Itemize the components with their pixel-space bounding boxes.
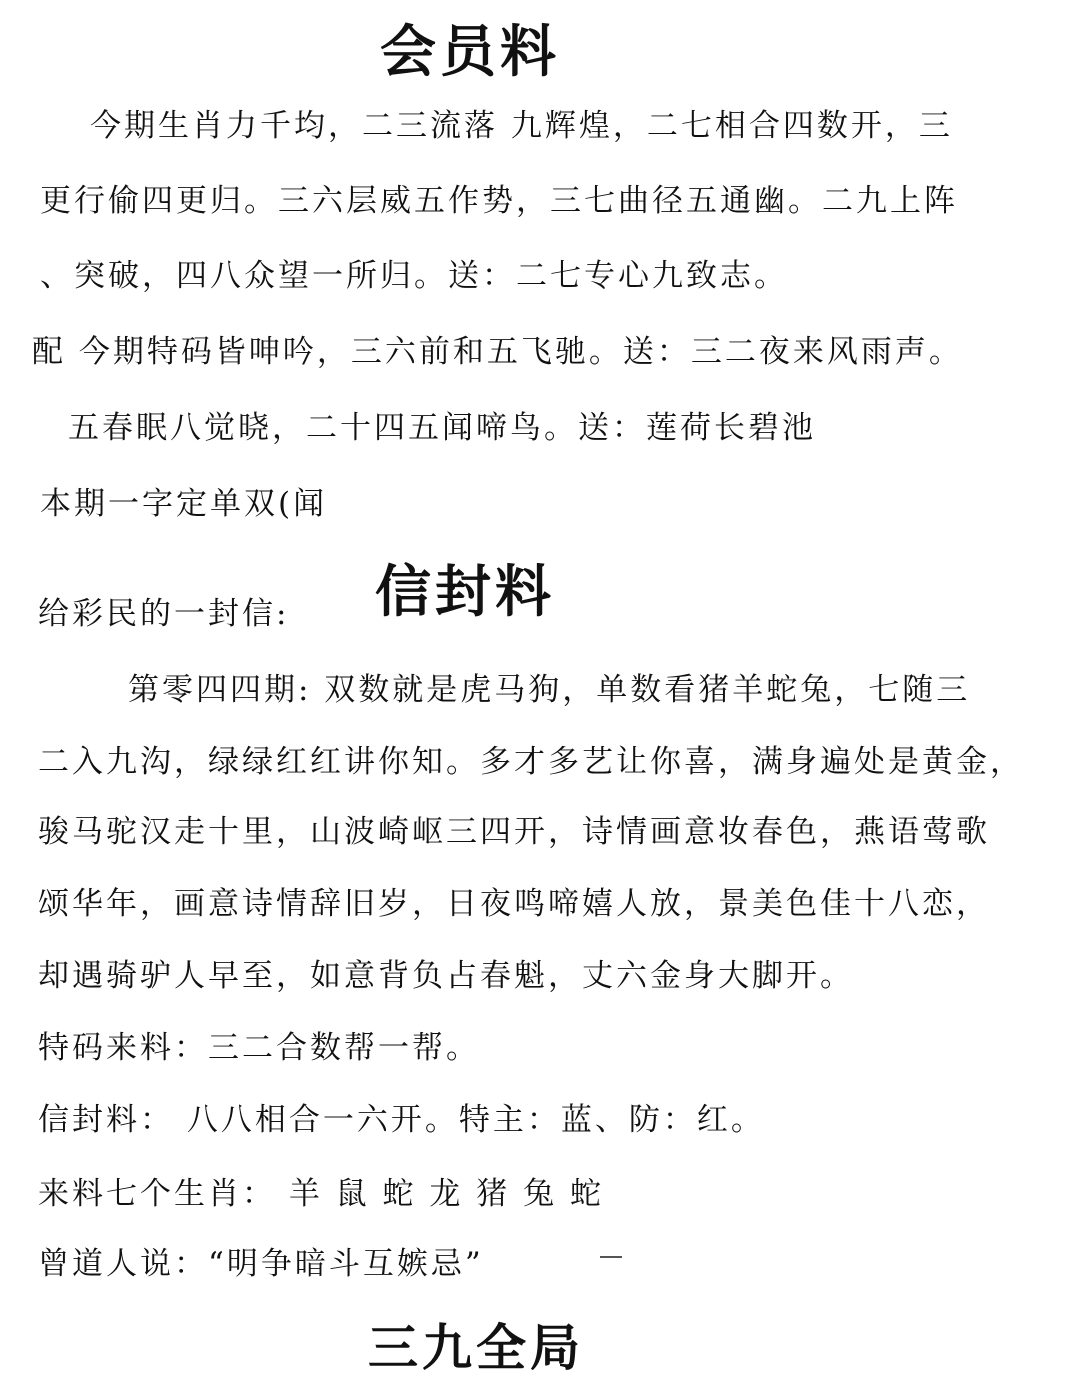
section-title-full-game: 三九全局 [368,1318,584,1377]
member-line-2: 更行偷四更归。三六层威五作势，三七曲径五通幽。二九上阵 [40,183,958,219]
member-line-3: 、突破，四八众望一所归。送：二七专心九致志。 [40,258,788,294]
special-code-line: 特码来料：三二合数帮一帮。 [38,1030,480,1066]
section-title-envelope: 信封料 [375,559,555,625]
letter-intro: 给彩民的一封信: [38,596,290,632]
envelope-line-4: 颂华年，画意诗情辞旧岁，日夜鸣啼嬉人放，景美色佳十八恋， [38,886,990,922]
stray-mark [600,1256,622,1258]
member-line-6: 本期一字定单双(闻 [40,486,328,522]
envelope-line-5: 却遇骑驴人早至，如意背负占春魁，丈六金身大脚开。 [38,958,854,994]
envelope-line-2: 二入九沟，绿绿红红讲你知。多才多艺让你喜，满身遍处是黄金， [38,744,1024,780]
seven-zodiac-line: 来料七个生肖： 羊 鼠 蛇 龙 猪 兔 蛇 [38,1176,604,1212]
envelope-line-1: 第零四四期: 双数就是虎马狗，单数看猪羊蛇兔，七随三 [128,672,971,708]
member-line-4: 配 今期特码皆呻吟，三六前和五飞驰。送：三二夜来风雨声。 [32,334,963,370]
envelope-code-line: 信封料： 八八相合一六开。特主：蓝、防：红。 [38,1102,765,1138]
section-title-member: 会员料 [380,19,560,85]
member-line-5: 五春眠八觉晓，二十四五闻啼鸟。送：莲荷长碧池 [68,410,816,446]
taoist-quote-line: 曾道人说：“明争暗斗互嫉忌” [38,1246,484,1282]
member-line-1: 今期生肖力千均，二三流落 九辉煌，二七相合四数开，三 [90,108,953,144]
envelope-line-3: 骏马驼汉走十里，山波崎岖三四开，诗情画意妆春色，燕语莺歌 [38,814,990,850]
